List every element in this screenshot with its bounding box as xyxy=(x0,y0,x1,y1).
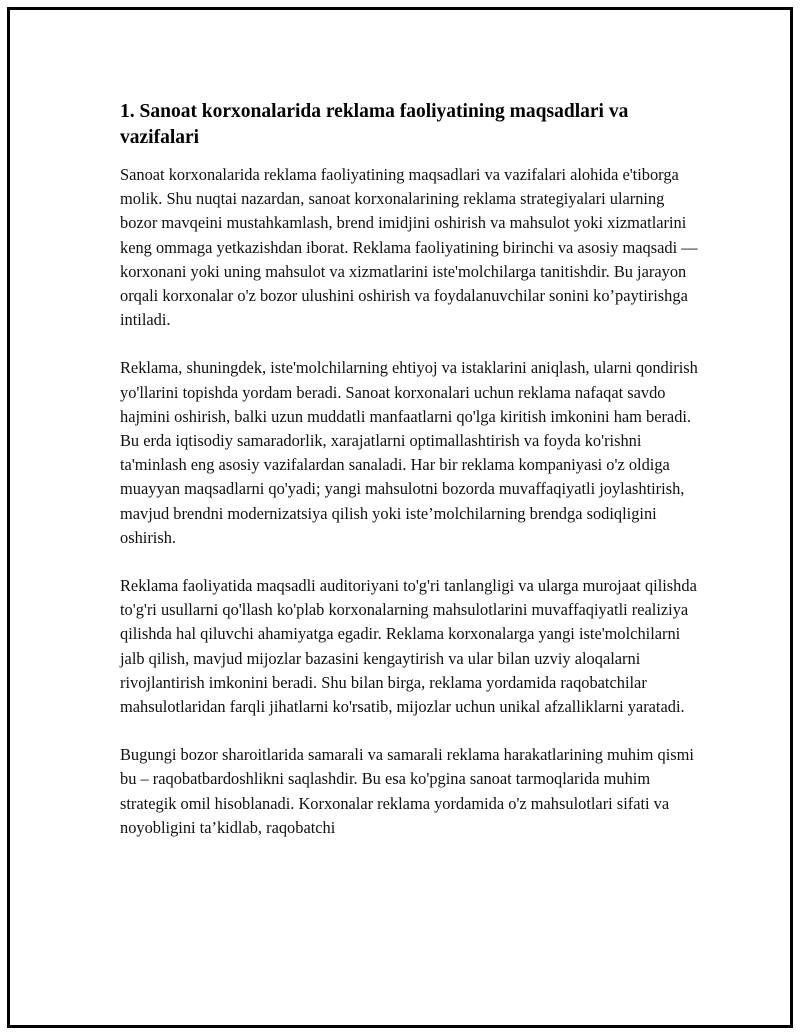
paragraph-4: Bugungi bozor sharoitlarida samarali va samarali reklama harakatlarining muhim qismi bu – raqobatbardoshlikni saqlashdir. Bu esa ko'pgina sanoat tarmoqlarida muhim strategik omil hisoblanadi. Korxonalar reklama yordamida o'z mahsulotlari sifati va noyobligini ta’kidlab, raqobatchi xyxy=(120,745,694,837)
paragraph-1: Sanoat korxonalarida reklama faoliyatining maqsadlari va vazifalari alohida e'tiborga molik. Shu nuqtai nazardan, sanoat korxonalarining reklama strategiyalari ularning bozor mavqeini mustahkamlash, brend imidjini oshirish va mahsulot yoki xizmatlarini keng ommaga yetkazishdan iborat. Reklama faoliyatining birinchi va asosiy maqsadi — korxonani yoki uning mahsulot va xizmatlarini iste'molchilarga tanitishdir. Bu jarayon orqali korxonalar o'z bozor ulushini oshirish va foydalanuvchilar sonini ko’paytirishga intiladi. xyxy=(120,165,698,330)
bottom-fade-overlay xyxy=(10,935,790,1025)
paragraph-3: Reklama faoliyatida maqsadli auditoriyani to'g'ri tanlangligi va ularga murojaat qilishda to'g'ri usullarni qo'llash ko'plab korxonalarning mahsulotlarini muvaffaqiyatli realiziya qilishda hal qiluvchi ahamiyatga egadir. Reklama korxonalarga yangi iste'molchilarni jalb qilish, mavjud mijozlar bazasini kengaytirish va ular bilan uzviy aloqalarni rivojlantirish imkonini beradi. Shu bilan birga, reklama yordamida raqobatchilar mahsulotlaridan farqli jihatlarni ko'rsatib, mijozlar uchun unikal afzalliklarni yaratadi. xyxy=(120,576,697,717)
paragraph-2: Reklama, shuningdek, iste'molchilarning ehtiyoj va istaklarini aniqlash, ularni qondirish yo'llarini topishda yordam beradi. Sanoat korxonalari uchun reklama nafaqat savdo hajmini oshirish, balki uzun muddatli manfaatlarni qo'lga kiritish imkonini ham beradi. Bu erda iqtisodiy samaradorlik, xarajatlarni optimallashtirish va foyda ko'rishni ta'minlash eng asosiy vazifalardan sanaladi. Har bir reklama kompaniyasi o'z oldiga muayyan maqsadlarni qo'yadi; yangi mahsulotni bozorda muvaffaqiyatli joylashtirish, mavjud brendni modernizatsiya qilish yoki iste’molchilarning brendga sodiqligini oshirish. xyxy=(120,358,698,547)
section-heading: 1. Sanoat korxonalarida reklama faoliyatining maqsadlari va vazifalari xyxy=(120,101,629,148)
document-page xyxy=(7,7,793,1028)
document-body xyxy=(120,99,700,864)
